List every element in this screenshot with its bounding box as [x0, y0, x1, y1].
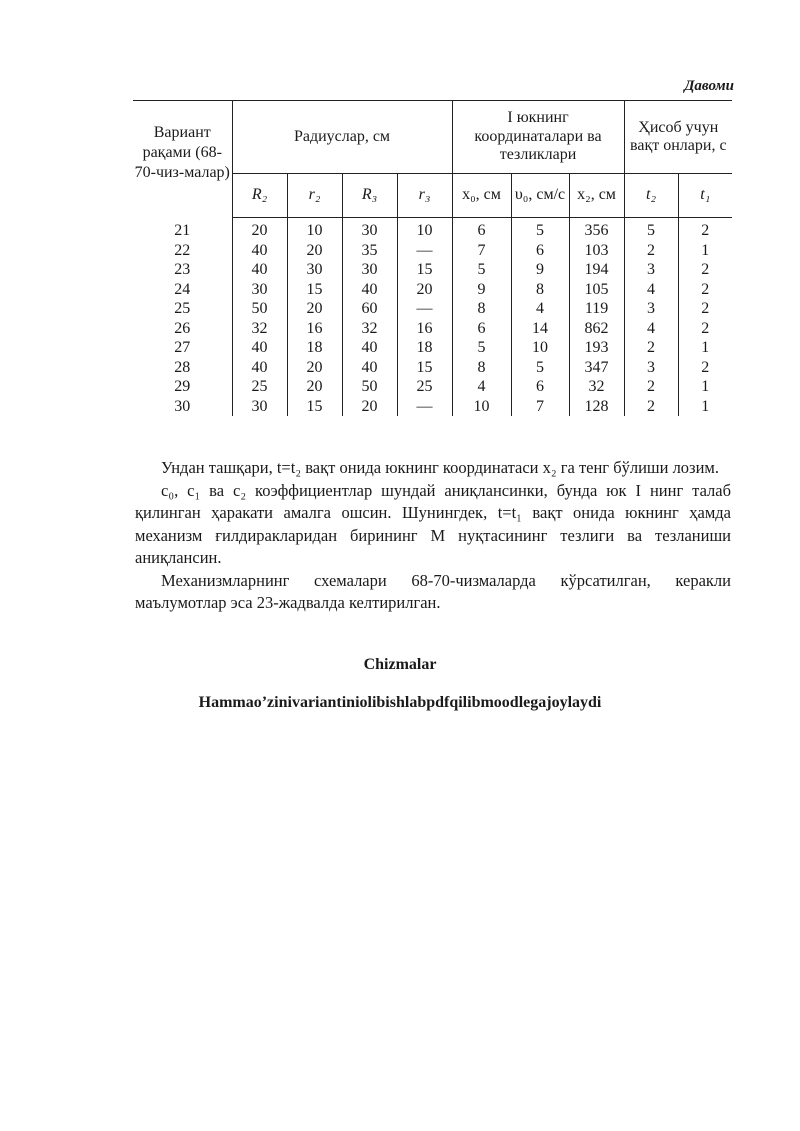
table-cell: 4 [624, 280, 678, 300]
table-cell: 40 [232, 260, 287, 280]
table-cell: 6 [511, 377, 569, 397]
table-row [133, 299, 732, 319]
header-time: Ҳисоб учун вақт онлари, с [624, 101, 732, 174]
subheader-v0: υ₀, см/с [511, 174, 569, 218]
table-cell: 2 [678, 319, 732, 339]
variant-cell: 29 [174, 378, 191, 395]
table-cell: 9 [452, 280, 511, 300]
table-row [133, 397, 732, 417]
variant-cell: 27 [174, 339, 191, 356]
table-cell: 5 [452, 338, 511, 358]
table-cell: 105 [569, 280, 624, 300]
subheader-t2: t₂ [624, 174, 678, 218]
table-cell: 14 [511, 319, 569, 339]
data-table-container [133, 100, 732, 416]
table-cell: 1 [678, 338, 732, 358]
table-cell: 40 [232, 241, 287, 261]
table-cell: 32 [342, 319, 397, 339]
table-cell: 10 [511, 338, 569, 358]
table-cell: 5 [511, 358, 569, 378]
table-cell: 1 [678, 377, 732, 397]
variant-cell: 23 [174, 261, 191, 278]
table-cell: 119 [569, 299, 624, 319]
table-row [133, 280, 732, 300]
table-cell: 103 [569, 241, 624, 261]
table-cell: 356 [569, 218, 624, 241]
continued-label: Давоми [684, 78, 734, 94]
table-cell: 16 [397, 319, 452, 339]
table-cell: 16 [287, 319, 342, 339]
table-cell: 40 [342, 338, 397, 358]
table-cell: 6 [452, 319, 511, 339]
table-cell: 30 [232, 280, 287, 300]
paragraph-1: Ундан ташқари, t=t₂ вақт онида юкнинг координатаси x₂ га тенг бўлиши лозим. [161, 458, 719, 477]
table-row [133, 218, 732, 241]
table-row [133, 377, 732, 397]
table-cell: 30 [287, 260, 342, 280]
variant-cell: 25 [174, 300, 191, 317]
subheader-x2: x₂, см [569, 174, 624, 218]
table-cell: 40 [342, 280, 397, 300]
variant-cell: 24 [174, 280, 191, 298]
table-cell: 32 [569, 377, 624, 397]
table-cell: 35 [342, 241, 397, 261]
table-row [133, 338, 732, 358]
subheader-R3: R₃ [342, 174, 397, 218]
header-variant: Вариант рақами (68-70-чиз-малар) [133, 101, 232, 218]
table-cell: 30 [342, 260, 397, 280]
table-cell: 2 [678, 260, 732, 280]
table-cell: 10 [287, 218, 342, 241]
table-cell: 20 [287, 241, 342, 261]
table-cell: 40 [342, 358, 397, 378]
table-cell: 1 [678, 241, 732, 261]
table-cell: 193 [569, 338, 624, 358]
variant-cell: 26 [174, 319, 191, 337]
table-cell: 40 [232, 358, 287, 378]
table-cell: 30 [232, 397, 287, 417]
subheader-R2: R₂ [232, 174, 287, 218]
table-cell: 25 [397, 377, 452, 397]
table-cell: 8 [452, 358, 511, 378]
paragraph-3: Механизмларнинг схемалари 68-70-чизмаларда кўрсатилган, керакли маълумотлар эса 23-жадвалда келтирилган. [135, 570, 731, 612]
variant-cell: 30 [174, 397, 191, 415]
table-cell: 15 [287, 397, 342, 417]
table-cell: 8 [511, 280, 569, 300]
data-table [133, 100, 732, 416]
table-cell: — [397, 299, 452, 319]
variant-cell: 21 [174, 221, 191, 239]
table-cell: 6 [452, 218, 511, 241]
table-cell: 7 [511, 397, 569, 417]
header-load: I юкнинг координаталари ва тезликлари [452, 101, 624, 174]
table-cell: 3 [624, 358, 678, 378]
paragraph-2: c₀, c₁ ва c₂ коэффициентлар шундай аниқлансинки, бунда юк I нинг талаб қилинган ҳаракати амалга ошсин. Шунингдек, t=t₁ вақт онида юкнинг ҳамда механизм ғилдиракларидан бирининг M нуқтасининг тезлиги ва тезланиши аниқлансин. [135, 480, 731, 567]
footer-title: Chizmalar [363, 656, 437, 673]
table-cell: 18 [397, 338, 452, 358]
table-cell: — [397, 241, 452, 261]
table-cell: 20 [397, 280, 452, 300]
table-cell: 2 [624, 338, 678, 358]
table-row [133, 358, 732, 378]
body-text [135, 457, 731, 615]
variant-cell: 22 [174, 241, 191, 259]
table-cell: 2 [678, 358, 732, 378]
table-cell: 4 [452, 377, 511, 397]
table-cell: 2 [678, 218, 732, 241]
footer-note: Hammao’zinivariantiniolibishlabpdfqilibmoodlegajoylaydi [198, 694, 602, 711]
table-cell: 25 [232, 377, 287, 397]
table-cell: 128 [569, 397, 624, 417]
subheader-r3: r₃ [397, 174, 452, 218]
table-cell: 18 [287, 338, 342, 358]
variant-cell: 28 [174, 358, 191, 376]
table-cell: 1 [678, 397, 732, 417]
table-cell: 15 [287, 280, 342, 300]
table-cell: 8 [452, 299, 511, 319]
table-cell: 5 [511, 218, 569, 241]
table-cell: 4 [511, 299, 569, 319]
table-cell: — [397, 397, 452, 417]
table-cell: 20 [287, 299, 342, 319]
table-cell: 3 [624, 299, 678, 319]
table-cell: 50 [342, 377, 397, 397]
table-cell: 2 [624, 377, 678, 397]
table-cell: 5 [452, 260, 511, 280]
table-cell: 50 [232, 299, 287, 319]
table-cell: 862 [569, 319, 624, 339]
table-cell: 30 [342, 218, 397, 241]
table-cell: 10 [397, 218, 452, 241]
table-row [133, 319, 732, 339]
subheader-r2: r₂ [287, 174, 342, 218]
table-cell: 20 [287, 377, 342, 397]
table-cell: 7 [452, 241, 511, 261]
table-cell: 3 [624, 260, 678, 280]
table-cell: 6 [511, 241, 569, 261]
table-cell: 15 [397, 260, 452, 280]
table-cell: 5 [624, 218, 678, 241]
table-cell: 2 [678, 280, 732, 300]
table-cell: 2 [624, 241, 678, 261]
table-cell: 9 [511, 260, 569, 280]
table-cell: 10 [452, 397, 511, 417]
table-row [133, 241, 732, 261]
table-cell: 194 [569, 260, 624, 280]
table-cell: 20 [232, 218, 287, 241]
table-cell: 20 [342, 397, 397, 417]
table-body [133, 218, 732, 417]
subheader-x0: x₀, см [452, 174, 511, 218]
subheader-t1: t₁ [678, 174, 732, 218]
table-cell: 347 [569, 358, 624, 378]
table-cell: 2 [624, 397, 678, 417]
table-cell: 4 [624, 319, 678, 339]
table-cell: 60 [342, 299, 397, 319]
table-cell: 40 [232, 338, 287, 358]
table-cell: 20 [287, 358, 342, 378]
table-cell: 2 [678, 299, 732, 319]
header-radii: Радиуслар, см [232, 101, 452, 174]
table-row [133, 260, 732, 280]
table-cell: 32 [232, 319, 287, 339]
table-cell: 15 [397, 358, 452, 378]
